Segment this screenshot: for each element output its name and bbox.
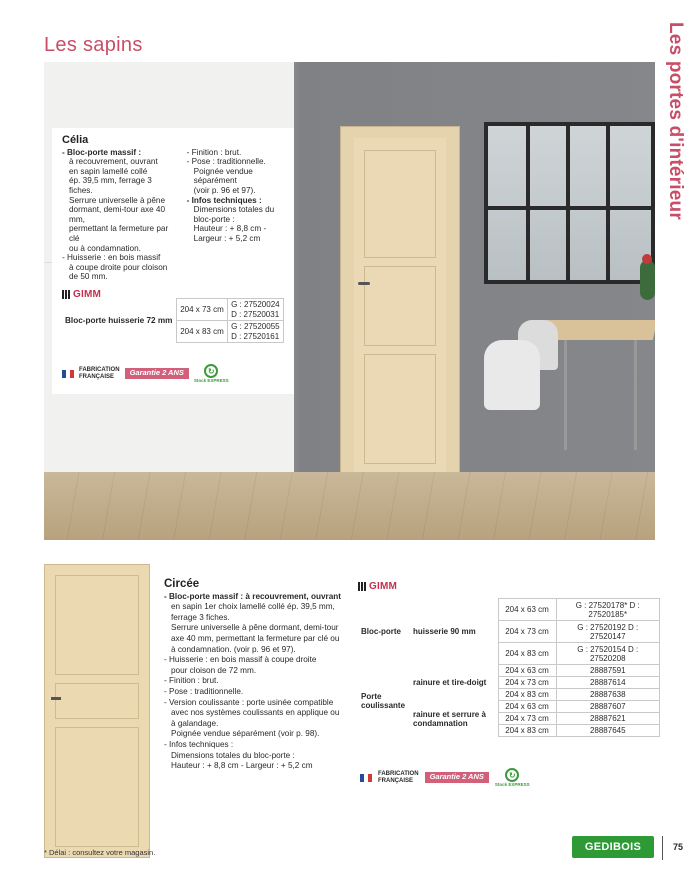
gedibois-logo: GEDIBOIS: [572, 836, 654, 858]
plant: [640, 260, 655, 300]
celia-info-panel: [52, 128, 294, 394]
celia-specs-col1: - Bloc-porte massif : à recouvrement, ouvrant en sapin lamellé collé ép. 39,5 mm, ferrage 3 fiches. Serrure universelle à pêne dormant, demi-tour axe 40 mm, permettant la fermeture par clé ou à condamnation. - Huisserie : en bois massif à coupe droite pour cloison de 50 mm.: [62, 147, 169, 282]
celia-badges: FABRICATION FRANÇAISE Garantie 2 ANS ↻ Stock EXPRESS: [62, 364, 229, 383]
celia-price-table: Bloc-porte huisserie 72 mm 204 x 73 cm G : 27520024 D : 27520031 204 x 83 cm G : 27520055 D : 27520161: [62, 298, 284, 343]
circee-door-photo: [44, 564, 150, 858]
gimm-logo: GIMM: [358, 581, 397, 592]
chair: [484, 340, 540, 410]
footnote: * Délai : consultez votre magasin.: [44, 848, 156, 857]
page-number: 75: [673, 842, 684, 852]
circee-badges: FABRICATION FRANÇAISE Garantie 2 ANS ↻ Stock EXPRESS: [360, 768, 530, 787]
guarantee-badge: Garantie 2 ANS: [425, 772, 489, 783]
french-flag-icon: [360, 774, 372, 782]
verriere-window: [484, 122, 655, 284]
product-name: Célia: [62, 134, 89, 146]
table-label: Bloc-porte huisserie 72 mm: [65, 315, 173, 325]
stock-express-icon: ↻ Stock EXPRESS: [495, 768, 530, 787]
gimm-logo: GIMM: [62, 290, 101, 300]
french-flag-icon: [62, 370, 74, 378]
product-name: Circée: [164, 578, 200, 590]
section-title: Les sapins: [44, 34, 143, 56]
stock-express-icon: ↻ Stock EXPRESS: [194, 364, 229, 383]
door-photo: [354, 138, 446, 474]
dining-table: [542, 320, 655, 340]
vertical-title: Les portes d'intérieur: [665, 22, 686, 220]
celia-specs-col2: - Finition : brut. - Pose : traditionnelle. Poignée vendue séparément (voir p. 96 et 97). - Infos techniques : Dimensions totales du bloc-porte : Hauteur : + 8,8 cm - Largeur : + 5,2 cm: [186, 147, 275, 243]
circee-price-table: Bloc-porte huisserie 90 mm 204 x 63 cm G : 27520178* D : 27520185* 204 x 73 cm G : 27520192 D : 27520147 204 x 83 cm G : 27520154 D : 27520208 Porte coulissante rainure et tire-doigt 204 x 63 cm 28887591 204 x 73 cm 28887614 204 x 83 cm 28887638 rainure et serrure à condamnation 204 x 63 cm 28887607 204 x 73 cm 28887621 204 x 83 cm 28887645: [358, 598, 660, 737]
circee-description: Circée - Bloc-porte massif : à recouvrement, ouvrant en sapin 1er choix lamellé collé ép. 39,5 mm, ferrage 3 fiches. Serrure universelle à pêne dormant, demi-tour axe 40 mm, permettant la fermeture par clé ou à condamnation. (voir p. 96 et 97). - Huisserie : en bois massif à coupe droite pour cloison de 72 mm. - Finition : brut. - Pose : traditionnelle. - Version coulissante : porte usinée compatible avec nos systèmes coulissants en applique ou à galandage. Poignée vendue séparément (voir p. 98). - Infos techniques : Dimensions totales du bloc-porte : Hauteur : + 8,8 cm - Largeur : + 5,2 cm: [164, 580, 354, 772]
guarantee-badge: Garantie 2 ANS: [125, 368, 189, 379]
